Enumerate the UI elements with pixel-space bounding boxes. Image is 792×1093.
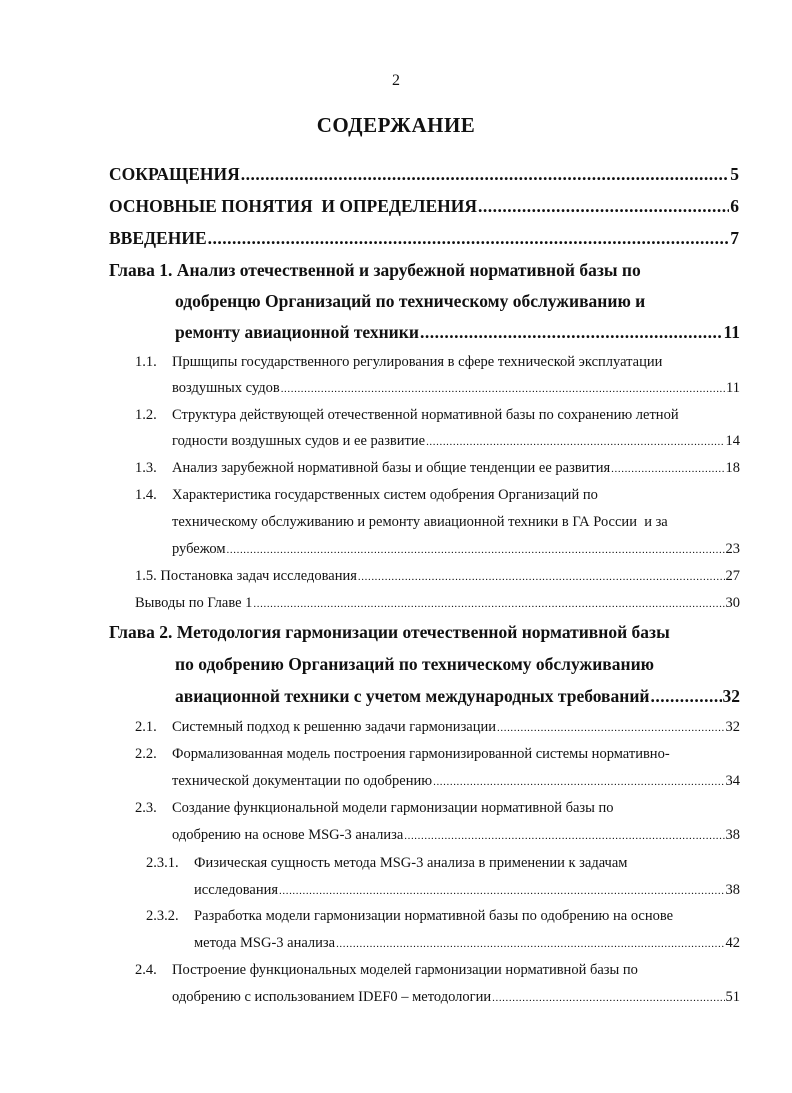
toc-entry-page: 11	[723, 322, 740, 342]
toc-entry-page: 18	[725, 460, 740, 476]
toc-entry-line	[135, 958, 740, 982]
toc-entry-line	[172, 510, 747, 534]
toc-entry-line	[172, 823, 740, 847]
leader-dots	[611, 457, 724, 481]
leader-dots	[433, 770, 724, 794]
toc-entry-text: авиационной техники с учетом международных требований	[175, 686, 650, 706]
toc-entry-page: 27	[725, 568, 740, 584]
toc-entry-text: ОСНОВНЫЕ ПОНЯТИЯ И ОПРЕДЕЛЕНИЯ	[109, 196, 477, 216]
toc-entry-text: годности воздушных судов и ее развитие	[172, 433, 426, 449]
section-title: Структура действующей отечественной нормативной базы по сохранению летной	[172, 407, 679, 423]
leader-dots	[281, 377, 725, 401]
section-number: 2.3.1.	[146, 855, 179, 871]
toc-entry-line	[135, 403, 745, 427]
toc-entry-line	[172, 769, 740, 793]
toc-entry-line	[146, 851, 740, 875]
leader-dots	[227, 538, 725, 562]
toc-entry-text	[135, 350, 662, 374]
section-title: Построение функциональных моделей гармонизации нормативной базы по	[172, 962, 638, 978]
toc-entry-text: Выводы по Главе 1	[135, 595, 253, 611]
leader-dots	[478, 194, 729, 218]
toc-entry-text: СОКРАЩЕНИЯ	[109, 164, 240, 184]
toc-entry-line	[175, 289, 745, 313]
toc-entry-text	[135, 958, 638, 982]
toc-entry-text: исследования	[194, 882, 279, 898]
toc-entry-page: 23	[725, 541, 740, 557]
toc-entry-page: 38	[725, 882, 740, 898]
toc-entry-page: 11	[726, 380, 740, 396]
leader-dots	[492, 986, 724, 1010]
toc-entry-line	[175, 684, 740, 708]
section-number: 2.2.	[135, 746, 157, 762]
section-number: 2.3.2.	[146, 908, 179, 924]
toc-entry-text	[146, 904, 673, 928]
toc-entry-line	[172, 429, 740, 453]
toc-entry-text	[135, 796, 614, 820]
section-number: 2.1.	[135, 719, 157, 735]
toc-entry-text: воздушных судов	[172, 380, 280, 396]
section-number: 1.4.	[135, 487, 157, 503]
toc-entry-text: одобренцю Организаций по техническому обслуживанию и	[175, 291, 646, 311]
leader-dots	[253, 592, 724, 616]
section-number: 2.3.	[135, 800, 157, 816]
toc-entry-page: 32	[722, 686, 740, 706]
toc-entry-text: по одобрению Организаций по техническому обслуживанию	[175, 654, 655, 674]
leader-dots	[497, 716, 724, 740]
section-title: Создание функциональной модели гармонизации нормативной базы по	[172, 800, 614, 816]
toc-entry-text: технической документации по одобрению	[172, 773, 433, 789]
section-number: 1.3.	[135, 460, 157, 476]
toc-entry-page: 32	[725, 719, 740, 735]
toc-title: СОДЕРЖАНИЕ	[316, 113, 476, 137]
toc-entry-page: 30	[725, 595, 740, 611]
toc-entry-text	[135, 483, 598, 507]
section-title: Анализ зарубежной нормативной базы и общие тенденции ее развития	[172, 460, 611, 476]
toc-entry-definitions[interactable]	[109, 194, 739, 218]
section-number: 1.2.	[135, 407, 157, 423]
toc-entry-page: 34	[725, 773, 740, 789]
section-title: Физическая сущность метода MSG-3 анализа в применении к задачам	[194, 855, 628, 871]
toc-entry-abbreviations[interactable]	[109, 162, 739, 186]
section-title: Разработка модели гармонизации нормативной базы по одобрению на основе	[194, 908, 674, 924]
leader-dots	[651, 684, 722, 708]
toc-entry-line	[146, 904, 746, 928]
toc-entry-line	[135, 483, 740, 507]
toc-entry-page: 38	[725, 827, 740, 843]
toc-entry-1-5[interactable]	[135, 564, 740, 588]
toc-entry-line	[194, 878, 740, 902]
leader-dots	[279, 879, 724, 903]
toc-entry-page: 7	[730, 228, 739, 248]
toc-entry-page: 51	[725, 989, 740, 1005]
leader-dots	[426, 430, 724, 454]
toc-entry-line	[175, 320, 740, 344]
toc-entry-line	[135, 742, 750, 766]
section-title: Пршщипы государственного регулирования в сфере технической эксплуатации	[172, 354, 663, 370]
toc-entry-line	[194, 931, 740, 955]
toc-entry-text: рубежом	[172, 541, 226, 557]
toc-entry-2-1[interactable]	[135, 715, 740, 739]
toc-entry-text	[146, 851, 627, 875]
toc-entry-text: 1.5. Постановка задач исследования	[135, 568, 357, 584]
toc-entry-line	[175, 652, 745, 676]
toc-entry-text	[135, 403, 679, 427]
toc-entry-page: 5	[730, 164, 739, 184]
section-number: 2.4.	[135, 962, 157, 978]
leader-dots	[241, 162, 729, 186]
section-number: 1.1.	[135, 354, 157, 370]
toc-entry-text	[135, 742, 670, 766]
toc-entry-text: Глава 1. Анализ отечественной и зарубежной нормативной базы по	[109, 260, 641, 280]
toc-entry-text: ВВЕДЕНИЕ	[109, 228, 207, 248]
toc-entry-text	[135, 715, 496, 739]
page-number: 2	[392, 72, 400, 89]
toc-entry-line	[109, 258, 749, 282]
toc-entry-line	[172, 985, 740, 1009]
toc-entry-text: ремонту авиационной техники	[175, 322, 419, 342]
toc-entry-conclusions-1[interactable]	[135, 591, 740, 615]
toc-entry-page: 42	[725, 935, 740, 951]
leader-dots	[336, 932, 724, 956]
toc-entry-line	[135, 456, 740, 480]
section-title: Характеристика государственных систем одобрения Организаций по	[172, 487, 598, 503]
toc-entry-text: одобрению на основе MSG-3 анализа	[172, 827, 404, 843]
toc-entry-text: Глава 2. Методология гармонизации отечественной нормативной базы	[109, 622, 670, 642]
toc-entry-page: 6	[730, 196, 739, 216]
section-title: Формализованная модель построения гармонизированной системы нормативно-	[172, 746, 670, 762]
section-title: Системный подход к решенню задачи гармонизации	[172, 719, 497, 735]
toc-entry-text: техническому обслуживанию и ремонту авиационной техники в ГА России и за	[172, 514, 668, 530]
leader-dots	[358, 565, 725, 589]
toc-entry-line	[109, 620, 749, 644]
leader-dots	[208, 226, 730, 250]
toc-entry-page: 14	[725, 433, 740, 449]
toc-entry-line	[135, 350, 740, 374]
toc-entry-text	[135, 456, 610, 480]
toc-entry-line	[135, 796, 740, 820]
toc-entry-line	[172, 376, 740, 400]
toc-entry-line	[172, 537, 740, 561]
toc-entry-text: метода MSG-3 анализа	[194, 935, 336, 951]
leader-dots	[404, 824, 724, 848]
leader-dots	[420, 320, 723, 344]
toc-entry-text: одобрению с использованием IDEF0 – методологии	[172, 989, 492, 1005]
toc-entry-introduction[interactable]	[109, 226, 739, 250]
